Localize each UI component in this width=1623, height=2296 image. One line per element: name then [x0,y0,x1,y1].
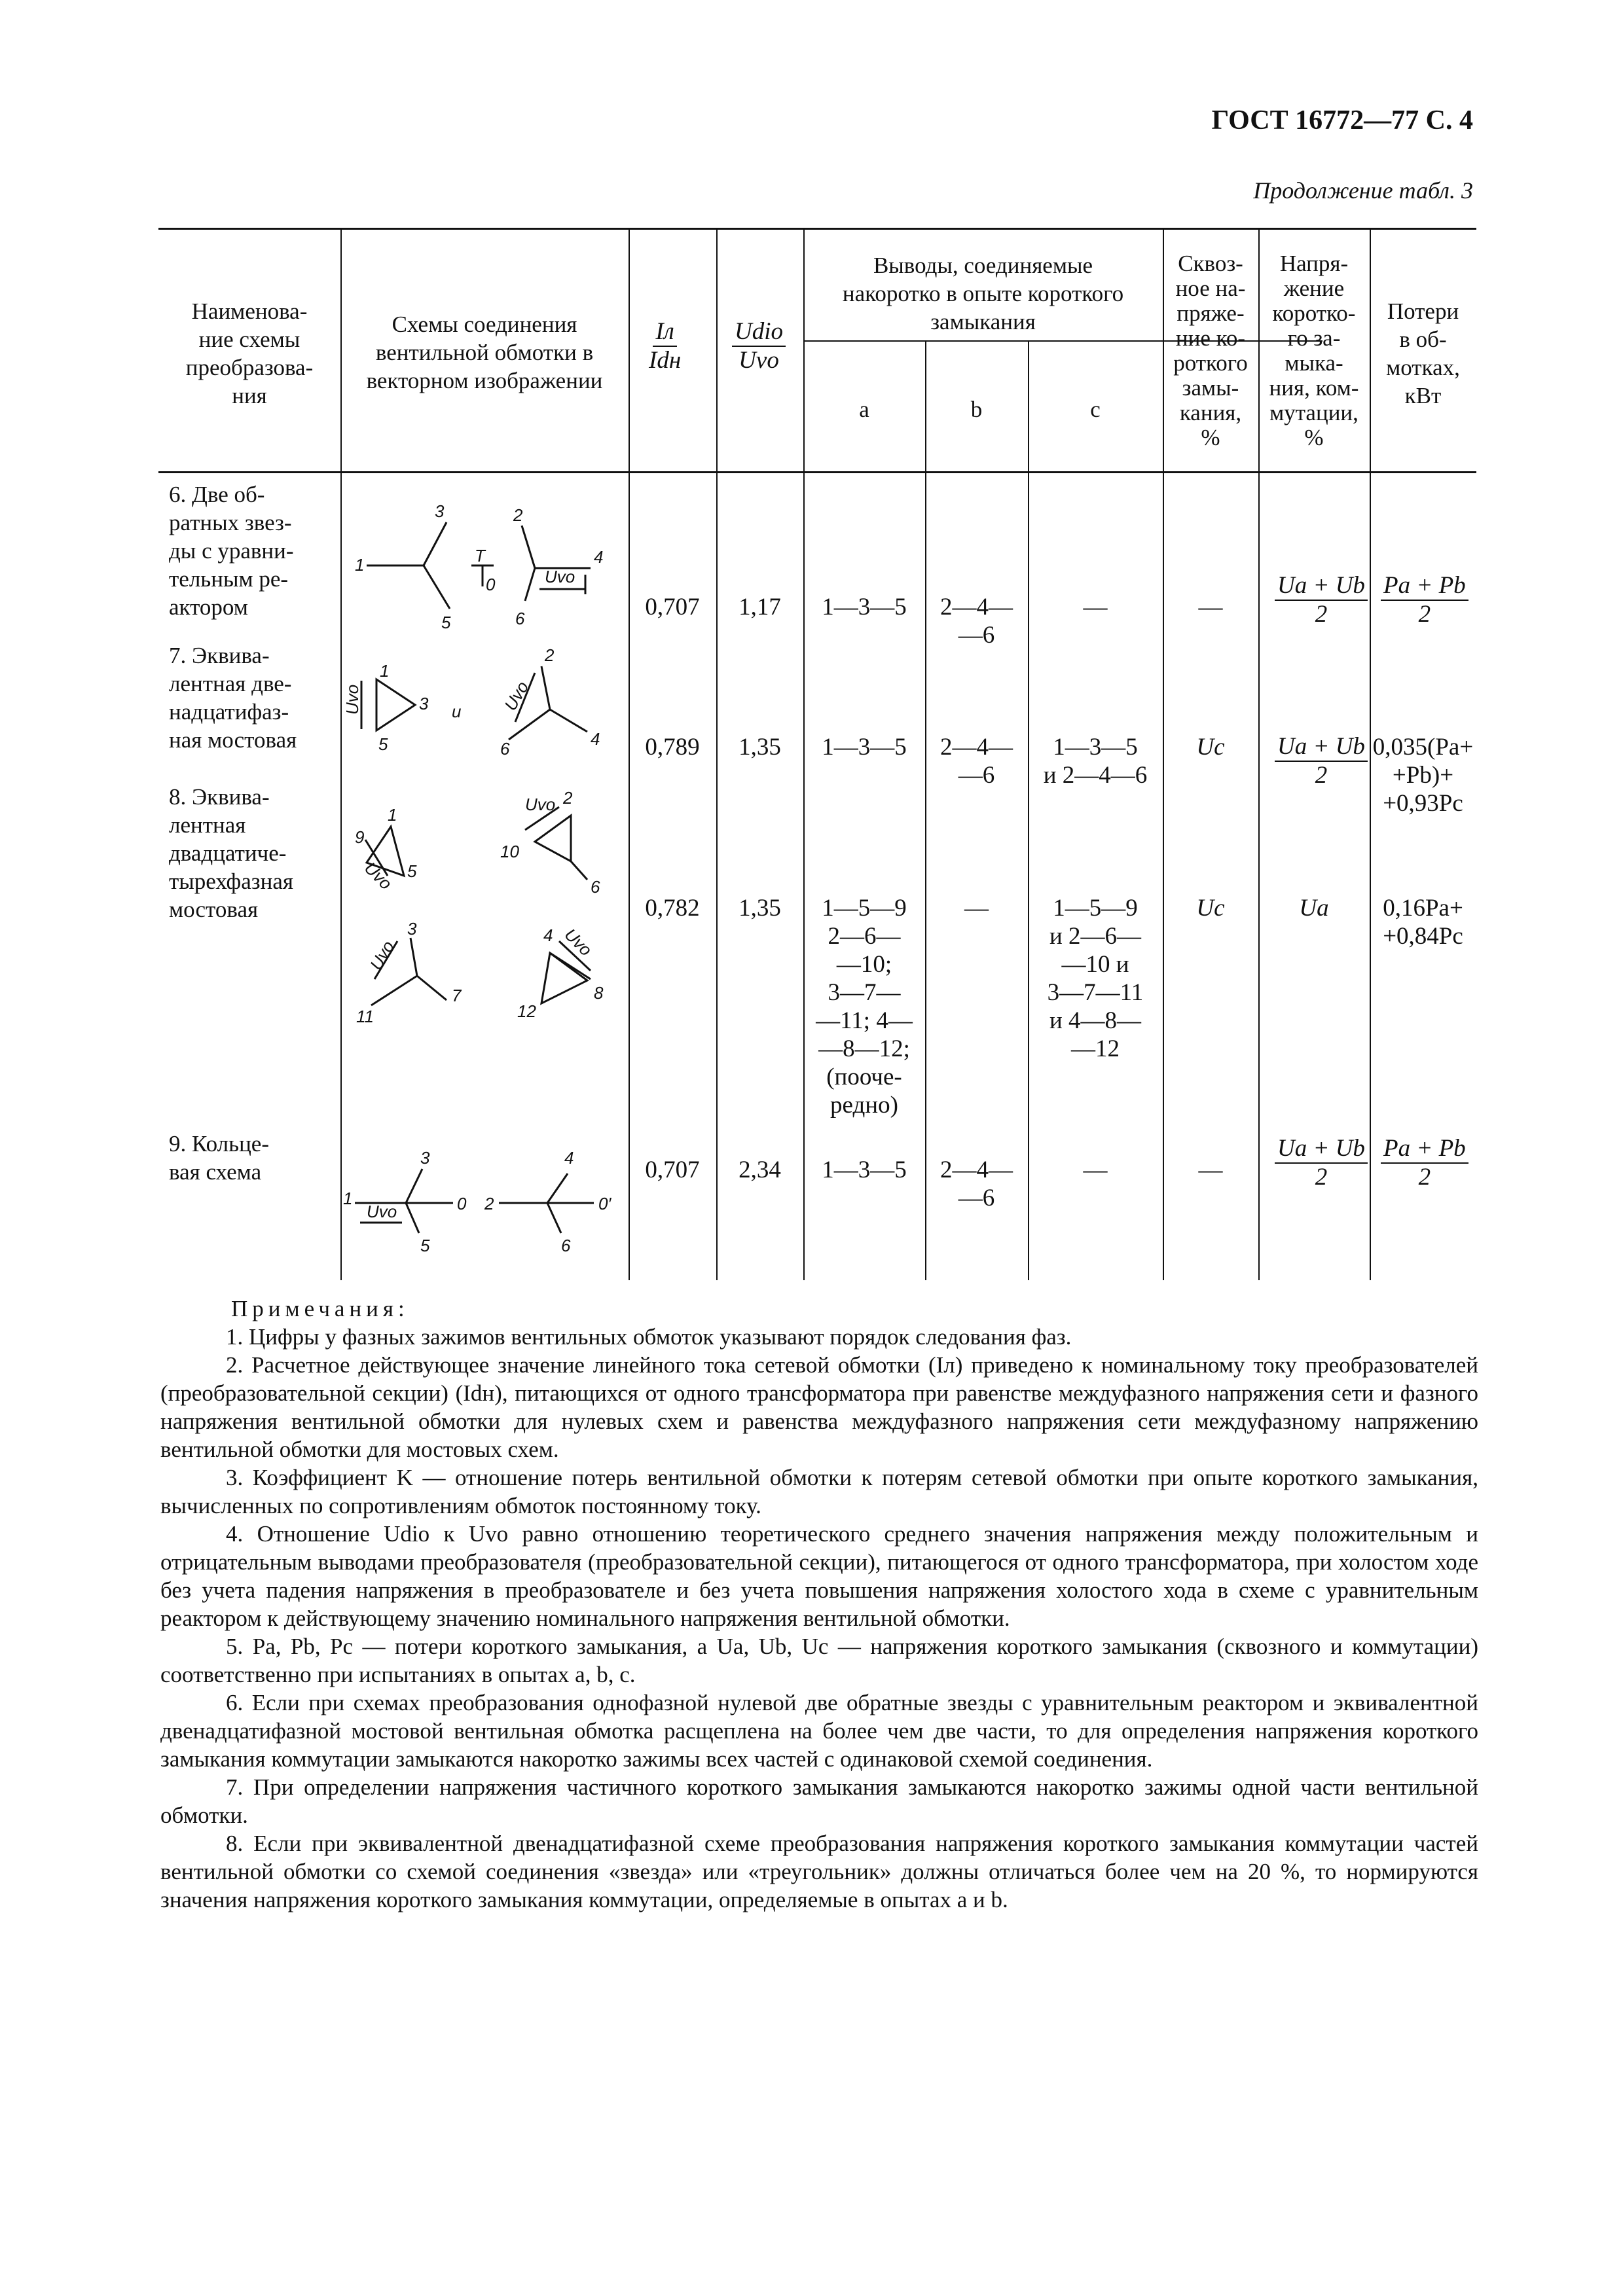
note-item: 4. Отношение Udio к Uvo равно отношению теоретического среднего значения напряжения между положительным и отрицательным выводами преобразователя (преобразовательной секции), питающегося от одного трансформатора, при холостом ходе без учета падения напряжения в преобразователе и без учета повышения напряжения холостого хода в схеме с уравнительным реактором к действующему значению номинального напряжения вентильной обмотки. [160,1521,1478,1631]
note-item: 3. Коэффициент K — отношение потерь вентильной обмотки к потерям сетевой обмотки при опыте короткого замыкания, вычисленных по сопротивлениям обмоток постоянному току. [160,1465,1478,1518]
row8-through-voltage: Uc [1196,895,1225,922]
row8-name: 8. Эквива- лентная двадцатиче- тырехфазная мостовая [169,784,293,922]
row6-commutation-voltage: $\frac{Ua + Ub}{2}$ [1275,572,1368,628]
svg-text:12: 12 [517,1001,536,1021]
svg-text:1: 1 [355,555,365,575]
row8-terminals-c: 1—5—9 и 2—6— —10 и 3—7—11 и 4—8— —12 [1047,895,1144,1062]
sub-header-b: b [970,397,983,422]
svg-text:0′: 0′ [598,1194,611,1213]
col-name-header: Наименова- ние схемы преобразова- ния [185,298,314,408]
svg-text:4: 4 [591,729,600,749]
row6-terminals-b: 2—4— —6 [940,594,1013,649]
row7-terminals-c: 1—3—5 и 2—4—6 [1043,734,1148,789]
svg-text:6: 6 [515,609,525,628]
svg-text:4: 4 [564,1148,574,1168]
diagram-row7 [342,645,600,759]
row6-losses: $\frac{Pa + Pb}{2}$ [1381,572,1468,628]
standard-number: ГОСТ 16772—77 С. 4 [1211,105,1473,135]
svg-text:4: 4 [594,547,604,567]
svg-text:2: 2 [545,645,555,665]
svg-text:2: 2 [563,788,573,808]
row9-terminals-a: 1—3—5 [822,1157,907,1183]
row9-losses: $\frac{Pa + Pb}{2}$ [1381,1135,1468,1191]
svg-text:Uvo: Uvo [500,677,533,714]
svg-text:3: 3 [435,501,445,521]
svg-text:1: 1 [380,661,390,681]
svg-text:1: 1 [343,1189,353,1208]
col-through-voltage-header: Сквоз- ное на- пряже- ние ко- роткого замы- кания, % [1173,251,1248,450]
svg-text:Uvo: Uvo [365,937,399,974]
row9-through-voltage: — [1198,1157,1223,1183]
svg-text:1: 1 [388,805,397,825]
note-item: 1. Цифры у фазных зажимов вентильных обмоток указывают порядок следования фаз. [226,1324,1072,1350]
svg-text:9: 9 [355,827,365,847]
svg-text:6: 6 [500,739,510,759]
svg-text:2: 2 [513,505,523,525]
col-terminals-header: Выводы, соединяемые накоротко в опыте короткого замыкания [842,253,1124,334]
row6-terminals-a: 1—3—5 [822,594,907,620]
row9-terminals-b: 2—4— —6 [940,1157,1013,1211]
row7-terminals-a: 1—3—5 [822,734,907,761]
row8-terminals-a: 1—5—9 2—6— —10; 3—7— —11; 4— —8—12; (пооче- редно) [816,895,913,1119]
row8-voltage-ratio: 1,35 [739,895,781,922]
svg-text:3: 3 [420,1148,430,1168]
row7-current-ratio: 0,789 [645,734,700,761]
svg-text:5: 5 [378,734,388,754]
row6-name: 6. Две об- ратных звез- ды с уравни- тельным ре- актором [169,482,294,620]
note-item: 7. При определении напряжения частичного короткого замыкания замыкаются накоротко зажимы одной части вентильной обмотки. [160,1774,1478,1828]
svg-text:6: 6 [561,1236,571,1255]
table-continuation-caption: Продолжение табл. 3 [1253,177,1473,204]
data-table [158,228,1476,1280]
col-commutation-voltage-header: Напря- жение коротко- го за- мыка- ния, ком- мутации, % [1269,251,1359,450]
vector-diagrams [158,228,1476,1280]
svg-text:2: 2 [484,1194,494,1213]
svg-text:11: 11 [356,1007,374,1026]
row9-voltage-ratio: 2,34 [739,1157,781,1183]
note-item: 2. Расчетное действующее значение линейного тока сетевой обмотки (Iл) приведено к номинальному току преобразователей (преобразовательной секции) (Idн), питающихся от одного трансформатора при равенстве междуфазного напряжения сети и фазного напряжения вентильной обмотки для нулевых схем и равенства междуфазного напряжения сети междуфазному напряжению вентильной обмотки для мостовых схем. [160,1352,1478,1462]
row9-terminals-c: — [1083,1157,1108,1183]
row7-name: 7. Эквива- лентная две- надцатифаз- ная мостовая [169,643,297,753]
sub-header-c: c [1090,397,1101,422]
row8-losses: 0,16Pa+ +0,84Pc [1383,895,1463,950]
svg-text:Uvo: Uvo [525,795,556,814]
row7-voltage-ratio: 1,35 [739,734,781,761]
svg-text:и: и [452,702,462,721]
diagram-row6 [355,501,603,632]
row8-terminals-b: — [964,895,989,922]
svg-text:T: T [475,546,485,565]
row7-commutation-voltage: $\frac{Ua + Ub}{2}$ [1275,733,1368,789]
diagram-row8 [355,788,604,1026]
row6-through-voltage: — [1198,594,1223,620]
col-scheme-header: Схемы соединения вентильной обмотки в векторном изображении [366,312,603,393]
row8-current-ratio: 0,782 [645,895,700,922]
row6-current-ratio: 0,707 [645,594,700,620]
notes-section [160,1295,1478,1914]
svg-text:3: 3 [407,919,417,939]
row7-losses: 0,035(Pa+ +Pb)+ +0,93Pc [1372,734,1474,817]
svg-text:0: 0 [486,575,496,594]
col-losses-header: Потери в об- мотках, кВт [1386,298,1460,408]
svg-text:3: 3 [419,694,429,713]
svg-text:7: 7 [452,986,462,1005]
note-item: 6. Если при схемах преобразования однофазной нулевой две обратные звезды с уравнительным реактором и эквивалентной двенадцатифазной мостовой вентильная обмотка расщеплена на более чем две части, то для определения напряжения короткого замыкания коммутации замыкаются накоротко зажимы всех частей с одинаковой схемой соединения. [160,1690,1478,1772]
note-item: 8. Если при эквивалентной двенадцатифазной схеме преобразования напряжения короткого замыкания коммутации частей вентильной обмотки со схемой соединения «звезда» или «треугольник» должны отличаться более чем на 20 %, то нормируются значения напряжения короткого замыкания коммутации, определяемые в опытах a и b. [160,1831,1478,1912]
row8-commutation-voltage: Ua [1299,895,1329,922]
sub-header-a: a [859,397,869,422]
svg-text:5: 5 [407,861,417,881]
row7-through-voltage: Uc [1196,734,1225,761]
diagram-row9 [343,1148,611,1255]
svg-text:10: 10 [500,842,519,861]
svg-text:5: 5 [420,1236,430,1255]
col-voltage-ratio-header: Udio Uvo [732,318,786,374]
svg-text:Uvo: Uvo [342,684,362,715]
col-current-ratio-header: Iл Idн [649,318,682,374]
svg-text:6: 6 [591,877,600,897]
row9-name: 9. Кольце- вая схема [169,1131,269,1185]
row9-current-ratio: 0,707 [645,1157,700,1183]
svg-text:0: 0 [457,1194,467,1213]
row6-voltage-ratio: 1,17 [739,594,781,620]
svg-text:Uvo: Uvo [360,858,396,893]
notes-title: Примечания: [231,1296,409,1321]
svg-text:8: 8 [594,983,604,1003]
row9-commutation-voltage: $\frac{Ua + Ub}{2}$ [1275,1135,1368,1191]
svg-text:5: 5 [441,613,451,632]
svg-text:Uvo: Uvo [367,1202,397,1221]
row6-terminals-c: — [1083,594,1108,620]
svg-text:Uvo: Uvo [560,924,596,960]
row7-terminals-b: 2—4— —6 [940,734,1013,789]
svg-text:Uvo: Uvo [545,567,575,586]
svg-text:4: 4 [543,925,553,945]
note-item: 5. Pa, Pb, Pc — потери короткого замыкания, а Ua, Ub, Uc — напряжения короткого замыкания (сквозного и коммутации) соответственно при испытаниях в опытах a, b, c. [160,1634,1478,1687]
